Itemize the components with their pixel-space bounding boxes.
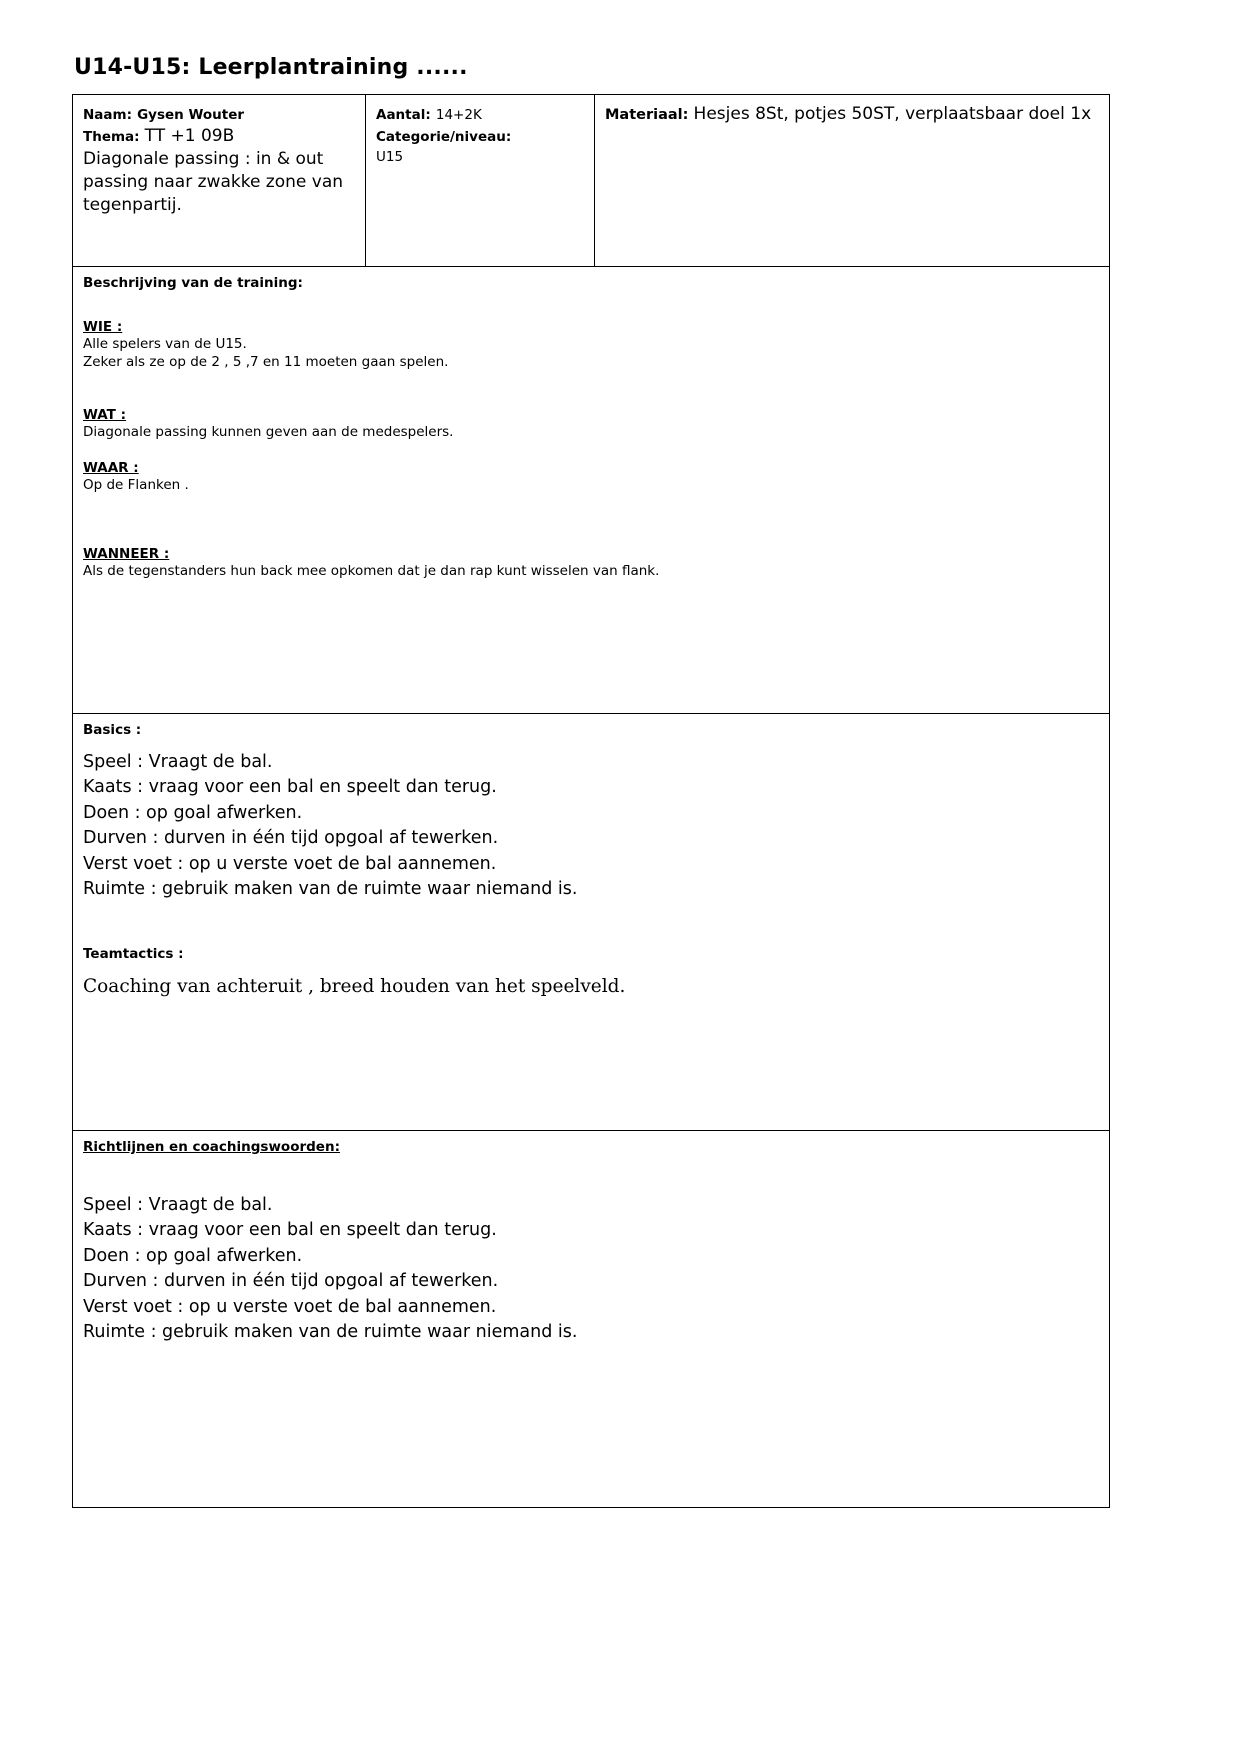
cell-description <box>73 267 1110 714</box>
categorie-value: U15 <box>376 148 404 165</box>
guidelines-line-5: Verst voet : op u verste voet de bal aannemen. <box>83 1296 497 1317</box>
table-row-basics <box>73 714 1110 1131</box>
thema-description: Diagonale passing : in & out passing naar zwakke zone van tegenpartij. <box>83 148 344 215</box>
materiaal-row <box>605 103 1099 127</box>
wat-line-1: Diagonale passing kunnen geven aan de medespelers. <box>83 424 454 441</box>
table-row-description <box>73 267 1110 714</box>
thema-row <box>83 125 355 148</box>
wie-line-1: Alle spelers van de U15. <box>83 336 247 352</box>
wie-label: WIE : <box>83 319 123 335</box>
basics-heading: Basics : <box>83 722 142 738</box>
basics-line-4: Durven : durven in één tijd opgoal af tewerken. <box>83 828 499 849</box>
wat-label: WAT : <box>83 407 126 424</box>
cell-guidelines <box>73 1131 1110 1508</box>
materiaal-label: Materiaal: <box>605 107 689 123</box>
spacer <box>83 442 1099 460</box>
teamtactics-line-1: Coaching van achteruit , breed houden van het speelveld. <box>83 976 626 998</box>
guidelines-line-4: Durven : durven in één tijd opgoal af tewerken. <box>83 1271 499 1292</box>
spacer <box>83 1157 1099 1183</box>
cell-aantal-categorie <box>366 95 595 267</box>
basics-line-1: Speel : Vraagt de bal. <box>83 752 273 772</box>
basics-line-3: Doen : op goal afwerken. <box>83 802 303 823</box>
wie-line-2: Zeker als ze op de 2 , 5 ,7 en 11 moeten gaan spelen. <box>83 354 449 371</box>
table-row-header <box>73 95 1110 267</box>
aantal-label: Aantal: <box>376 107 431 123</box>
page-title: U14-U15: Leerplantraining ...... <box>74 55 468 80</box>
wanneer-label: WANNEER : <box>83 545 170 562</box>
naam-row <box>83 103 355 125</box>
thema-value: TT +1 09B <box>144 125 235 146</box>
waar-line-1: Op de Flanken . <box>83 476 189 493</box>
spacer <box>83 397 1099 407</box>
cell-basics <box>73 714 1110 1131</box>
basics-line-5: Verst voet : op u verste voet de bal aannemen. <box>83 853 497 874</box>
cell-naam-thema <box>73 95 366 267</box>
thema-label: Thema: <box>83 128 140 145</box>
guidelines-heading: Richtlijnen en coachingswoorden: <box>83 1139 340 1155</box>
categorie-row <box>376 125 584 147</box>
naam-value: Gysen Wouter <box>137 107 245 123</box>
spacer <box>83 371 1099 397</box>
guidelines-line-3: Doen : op goal afwerken. <box>83 1245 303 1266</box>
basics-line-2: Kaats : vraag voor een bal en speelt dan terug. <box>83 777 497 798</box>
spacer <box>83 494 1099 520</box>
guidelines-line-6: Ruimte : gebruik maken van de ruimte waar niemand is. <box>83 1321 578 1342</box>
guidelines-line-1: Speel : Vraagt de bal. <box>83 1195 273 1215</box>
spacer <box>83 740 1099 750</box>
aantal-value: 14+2K <box>435 107 482 123</box>
training-sheet-table <box>72 94 1110 1508</box>
spacer <box>83 293 1099 319</box>
wanneer-line-1: Als de tegenstanders hun back mee opkomen dat je dan rap kunt wisselen van flank. <box>83 562 660 579</box>
basics-line-6: Ruimte : gebruik maken van de ruimte waar niemand is. <box>83 878 578 899</box>
materiaal-value: Hesjes 8St, potjes 50ST, verplaatsbaar doel 1x <box>693 104 1092 124</box>
guidelines-line-2: Kaats : vraag voor een bal en speelt dan terug. <box>83 1220 497 1241</box>
categorie-label: Categorie/niveau: <box>376 128 512 145</box>
teamtactics-heading: Teamtactics : <box>83 946 184 963</box>
naam-label: Naam: <box>83 107 132 123</box>
cell-materiaal <box>595 95 1110 267</box>
aantal-row <box>376 103 584 125</box>
spacer <box>83 1183 1099 1193</box>
waar-label: WAAR : <box>83 459 139 476</box>
spacer <box>83 520 1099 546</box>
spacer <box>83 928 1099 946</box>
spacer <box>83 964 1099 974</box>
table-row-guidelines <box>73 1131 1110 1508</box>
description-heading: Beschrijving van de training: <box>83 275 303 291</box>
spacer <box>83 902 1099 928</box>
